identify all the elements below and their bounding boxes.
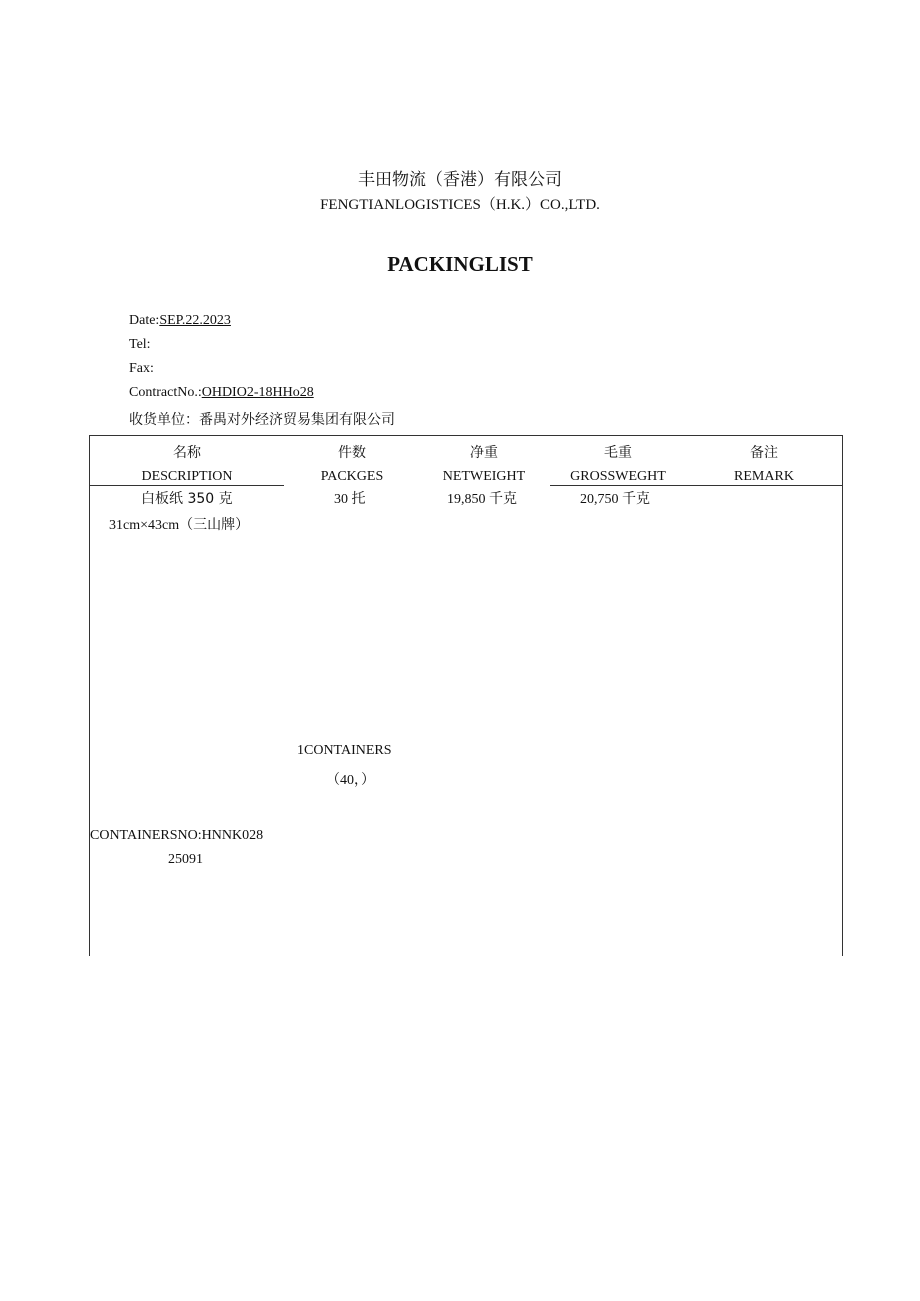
container-number-line2: 25091 [168, 852, 203, 867]
col-remark-cn: 备注 [750, 445, 778, 461]
header-divider-right [550, 485, 842, 486]
tel-field [129, 337, 151, 353]
date-field [129, 313, 231, 329]
contract-label: ContractNo.: [129, 385, 202, 400]
col-gross-weight-cn: 毛重 [604, 445, 632, 461]
col-remark-en: REMARK [734, 469, 794, 484]
tel-label: Tel: [129, 337, 151, 352]
date-value: SEP.22.2023 [159, 313, 231, 328]
contract-field [129, 385, 314, 401]
net-weight-value: 19,850 千克 [447, 492, 517, 507]
description-line1: 白板纸 350 克 [141, 491, 233, 507]
col-description-cn: 名称 [173, 445, 201, 461]
col-packages-header [282, 442, 422, 485]
containers-count: 1CONTAINERS [297, 743, 392, 758]
col-packages-en: PACKGES [320, 469, 384, 484]
consignee: 收货单位：番禺对外经济贸易集团有限公司 [129, 412, 395, 428]
company-name-english: FENGTIANLOGISTICES（H.K.）CO.,LTD. [320, 197, 600, 213]
col-gross-weight-header [550, 442, 686, 485]
col-net-weight-header [424, 442, 544, 485]
document-title: PACKINGLIST [387, 252, 533, 276]
col-packages-cn: 件数 [338, 445, 366, 461]
col-gross-weight-en: GROSSWEGHT [570, 469, 666, 484]
date-label: Date: [129, 313, 160, 328]
col-remark-header [704, 442, 824, 485]
col-description-header [102, 442, 272, 485]
containers-size: （40，） [326, 773, 375, 788]
contract-value: OHDIO2-18HHo28 [201, 385, 314, 400]
col-net-weight-cn: 净重 [470, 445, 498, 461]
fax-field [129, 361, 154, 377]
company-name-chinese: 丰田物流（香港）有限公司 [358, 170, 562, 190]
col-net-weight-en: NETWEIGHT [442, 469, 526, 484]
description-line2: 31cm×43cm（三山牌） [109, 518, 250, 533]
container-number-line1: CONTAINERSNO:HNNK028 [90, 828, 264, 843]
header-divider-left [89, 485, 284, 486]
packages-value: 30 托 [334, 492, 366, 507]
gross-weight-value: 20,750 千克 [580, 492, 650, 507]
col-description-en: DESCRIPTION [141, 469, 233, 484]
fax-label: Fax: [129, 361, 154, 376]
